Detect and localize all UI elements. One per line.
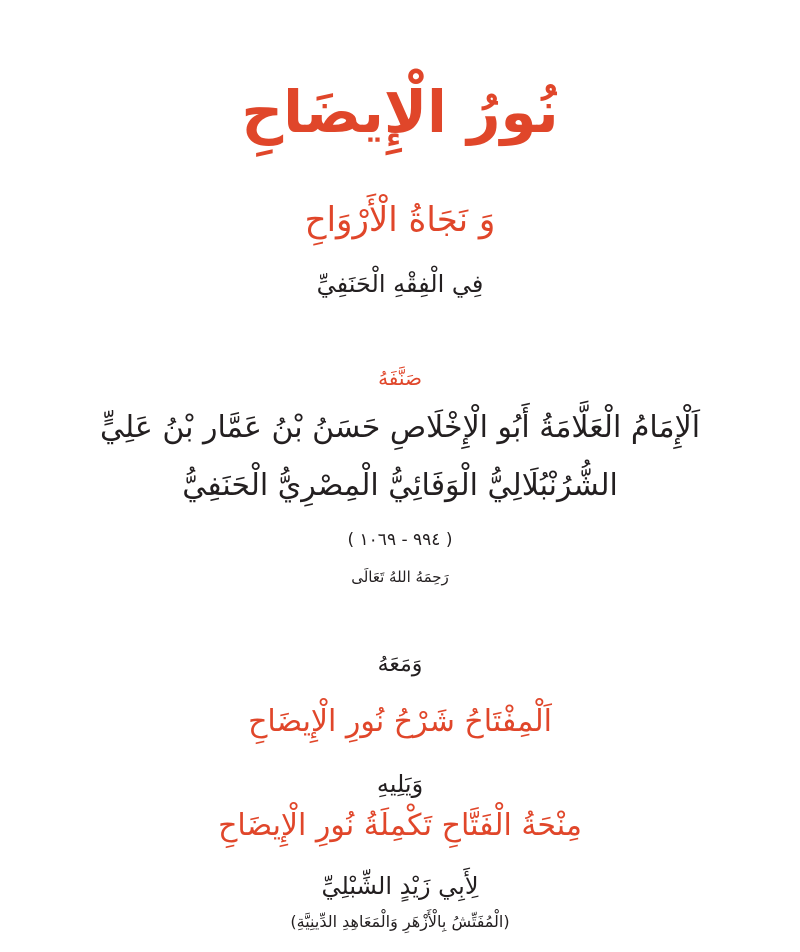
book-subject: فِي الْفِقْهِ الْحَنَفِيِّ [316, 270, 484, 298]
author-name-line-1: اَلْإِمَامُ الْعَلَّامَةُ أَبُو الْإِخْلَاصِ حَسَنُ بْنُ عَمَّار بْنُ عَلِيٍّ [99, 410, 701, 445]
author-dates: ( ٩٩٤ - ١٠٦٩ ) [347, 530, 453, 550]
author-name-line-2: الشُّرُنْبُلَالِيُّ الْوَفَائِيُّ الْمِصْرِيُّ الْحَنَفِيُّ [182, 468, 618, 503]
book-subtitle: وَ نَجَاةُ الْأَرْوَاحِ [304, 200, 496, 240]
accompanied-by-label: وَمَعَهُ [377, 652, 423, 677]
author-prayer: رَحِمَهُ اللهُ تَعَالَى [351, 568, 449, 586]
supplement-author-role: (الْمُفَتِّشُ بِالْأَزْهَرِ وَالْمَعَاهِدِ الدِّينِيَّةِ) [290, 912, 510, 931]
book-title: نُورُ الْإِيضَاحِ [241, 78, 559, 146]
supplement-author: لِأَبِي زَيْدٍ الشِّبْلِيِّ [321, 872, 479, 900]
commentary-title: اَلْمِفْتَاحُ شَرْحُ نُورِ الْإِيضَاحِ [248, 704, 552, 739]
authored-by-label: صَنَّفَهُ [378, 366, 422, 390]
followed-by-label: وَيَلِيهِ [376, 770, 424, 798]
supplement-title: مِنْحَةُ الْفَتَّاحِ تَكْمِلَةُ نُورِ الْإِيضَاحِ [218, 808, 582, 843]
